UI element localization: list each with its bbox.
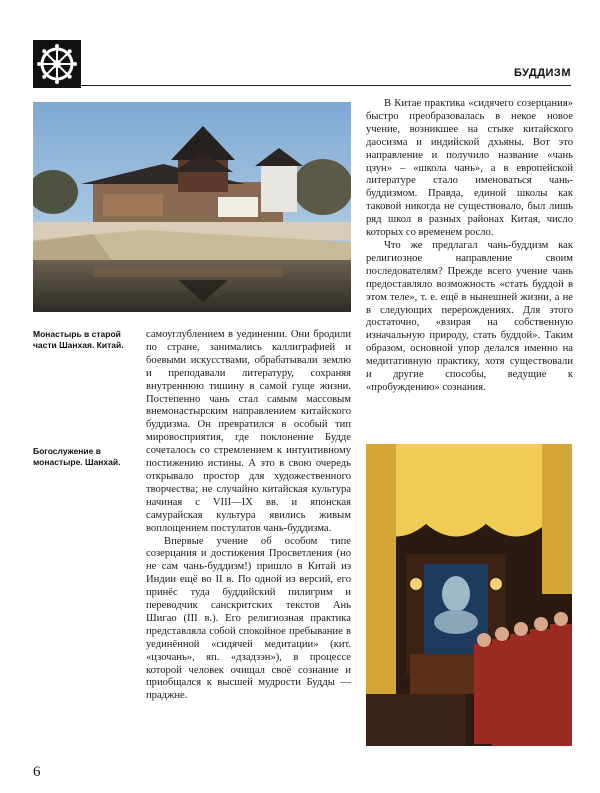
figure-caption: Монастырь в старой части Шанхая. Китай. [33, 329, 124, 350]
worship-photo [366, 444, 572, 746]
section-title: БУДДИЗМ [513, 67, 571, 79]
header-divider [81, 85, 571, 86]
monastery-photo [33, 102, 351, 312]
middle-text-column [146, 329, 351, 703]
dharma-wheel-icon [33, 40, 81, 88]
page-number: 6 [33, 764, 41, 780]
paragraph: Впервые учение об особом типе созерцания и достижения Просветления (но не сам чань-буддизм!) пришло в Китай из Индии ещё во II в. По одной из версий, его принёс туда буддийский пилигрим и переводчик санскритских текстов Ань Шигао (III в.). Его религиозная практика представляла собой спокойное пребывание в уединённой «сидячей медитации» (кит. «цзочань», яп. «дзадзэн»), в процессе которой человек очищал своё сознание и приобщался к высшей мудрости Будды — праджне. [146, 535, 351, 702]
paragraph: самоуглублением в уединении. Они бродили по стране, занимались каллиграфией и боевыми искусствами, обрабатывали землю и преподавали литературу, сохраняя внутреннюю тишину в самой гуще жизни. Постепенно чань стал самым массовым внемонастырским направлением китайского буддизма. Он превратился в особый тип мировосприятия, где поклонение Будде сочеталось со стремлением к интуитивному постижению истины. А это в свою очередь открывало простор для художественного творчества; не случайно китайская культура начиная с VIII—IX вв. и японская самурайская культура явились живым воплощением постулатов чань-буддизма. [146, 329, 351, 534]
figure-caption: Богослужение в монастыре. Шанхай. [33, 446, 121, 467]
paragraph: Что же предлагал чань-буддизм как религиозное направление своим последователям? Прежде всего учение чань предоставляло возможность «стать буддой в этом теле», т. е. ещё в нынешней жизни, а не в следующих перерождениях. Для этого достаточно, «взирая на собственную изначальную природу, стать буддой». Таким образом, основной упор делался именно на медитативную практику, хотя существовали и другие способы, ведущие к «пробуждению» сознания. [366, 239, 573, 393]
paragraph: В Китае практика «сидячего созерцания» быстро преобразовалась в некое новое учение, возникшее на стыке китайского даосизма и индийской дхьяны. Вот это направление и получило название «чань цзун» – «школа чань», а в европейской литературе стало именоваться чань-буддизмом. Правда, единой школы как таковой никогда не существовало, был лишь ряд школ в разных районах Китая, число которых со временем росло. [366, 98, 573, 239]
right-text-column [366, 98, 573, 395]
